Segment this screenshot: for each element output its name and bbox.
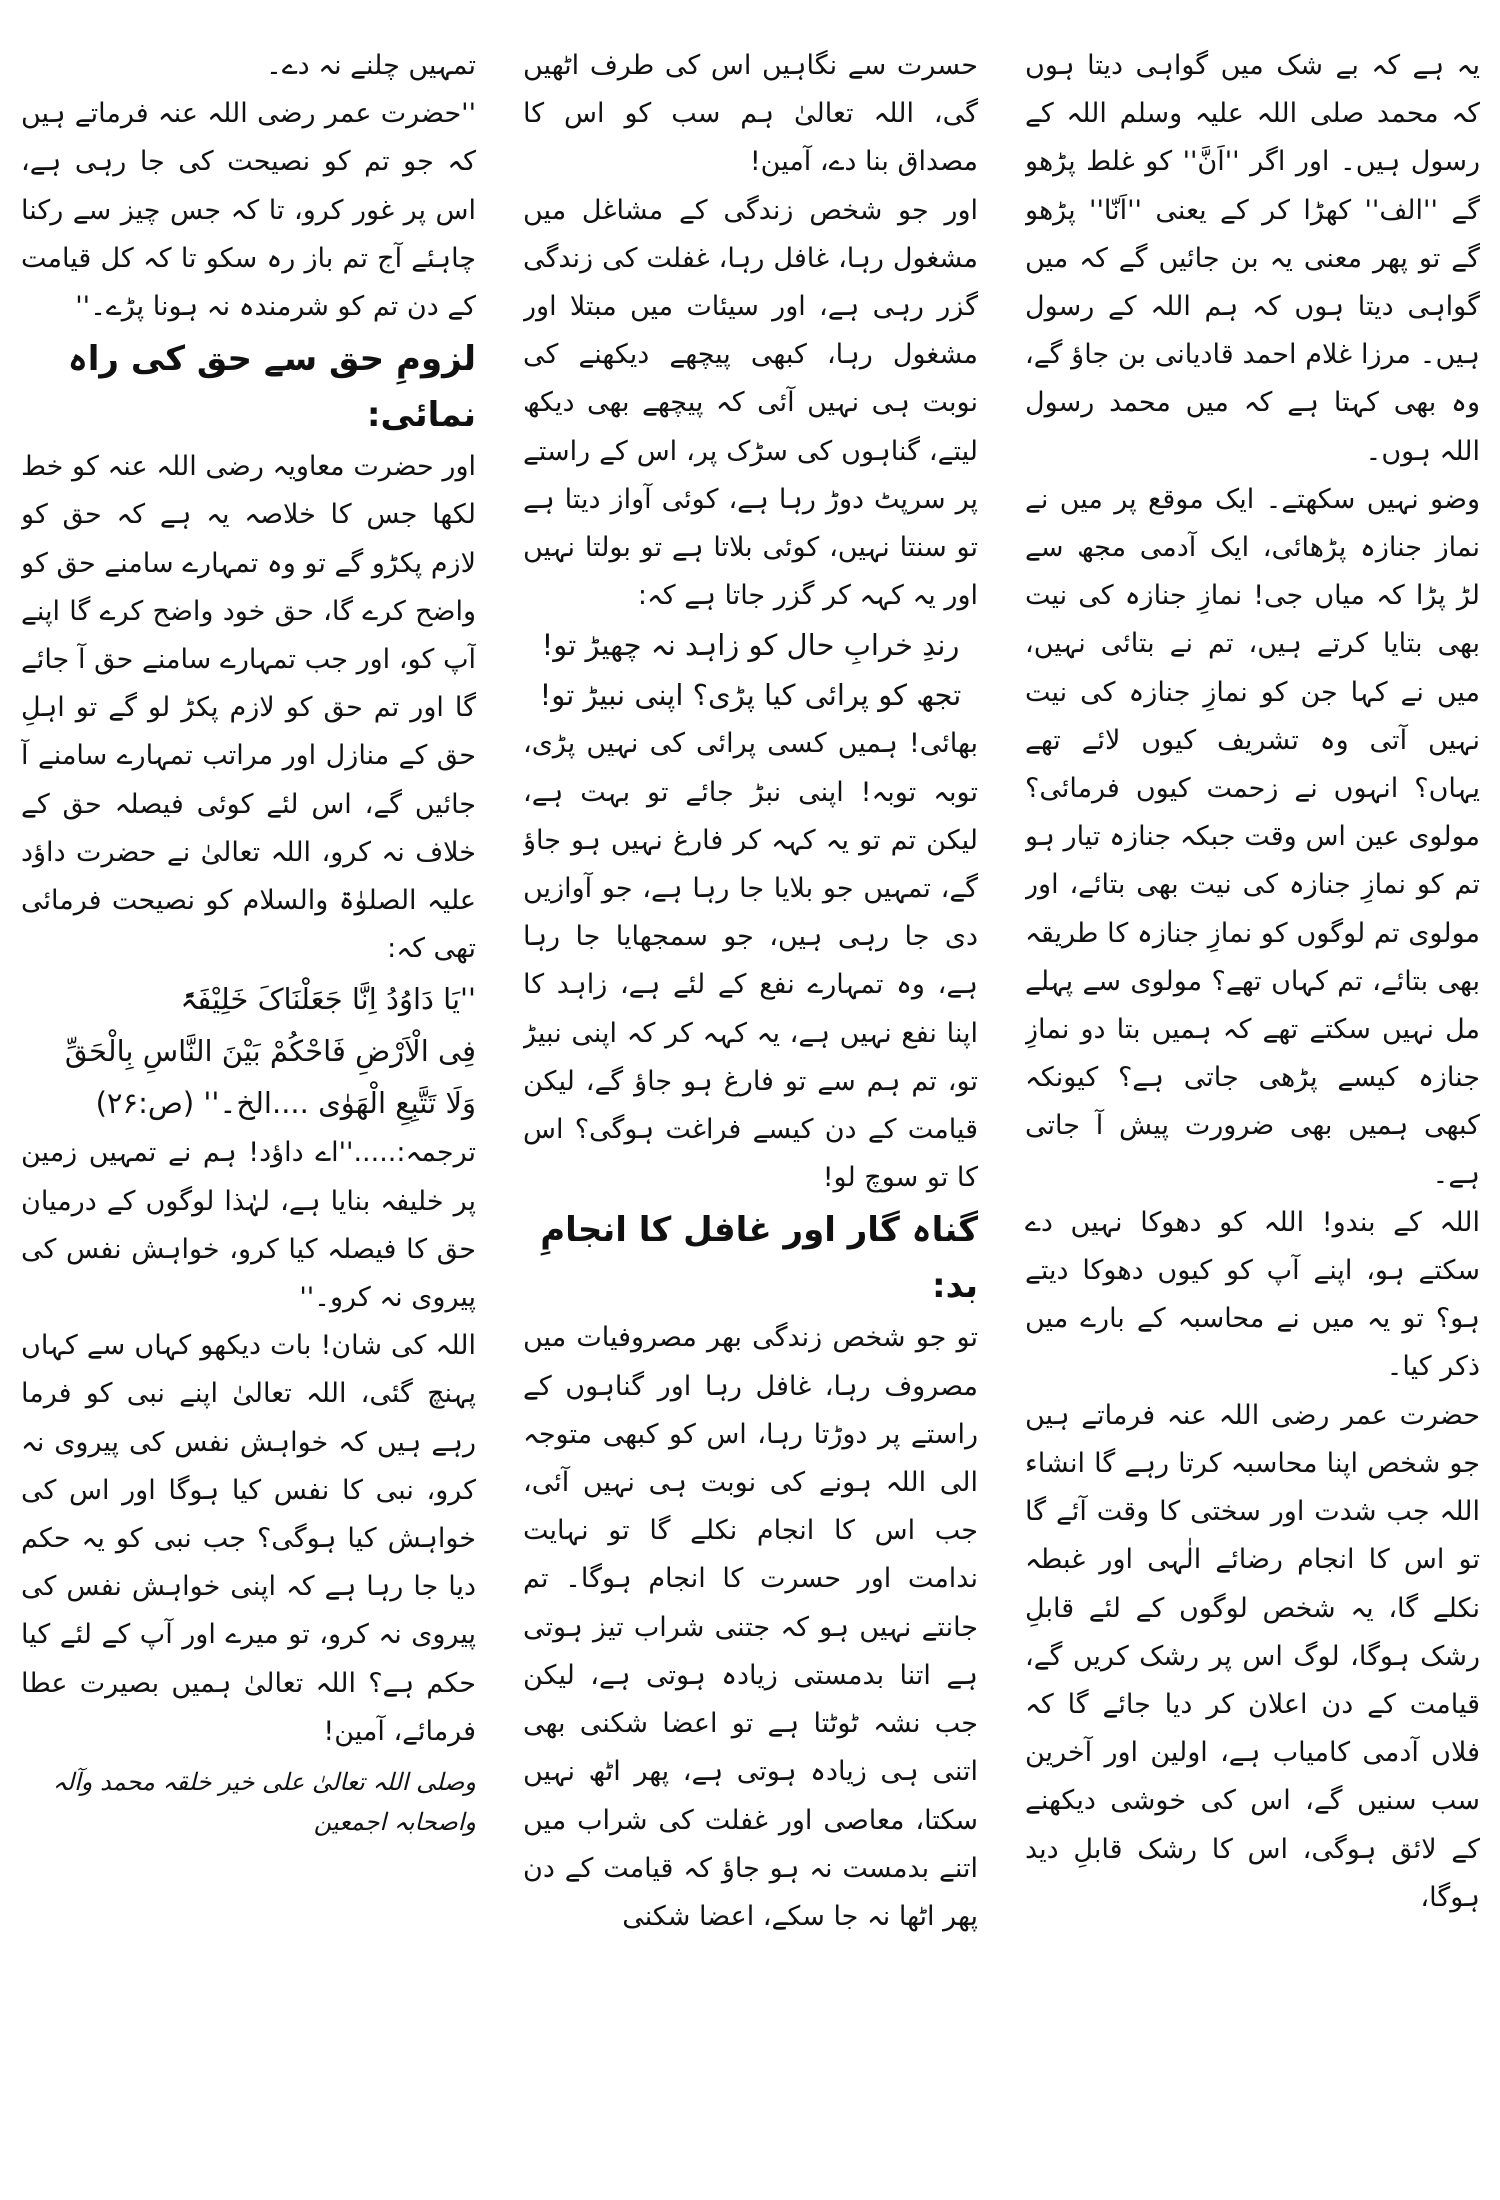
- paragraph: اور جو شخص زندگی کے مشاغل میں مشغول رہا، غافل رہا، غفلت کی زندگی گزر رہی ہے، اور سیئات میں مبتلا اور مشغول رہا، کبھی پیچھے دیکھنے کی نوبت ہی نہیں آئی کہ پیچھے بھی دیکھ لیتے، گناہوں کی سڑک پر، اس کے راستے پر سرپٹ دوڑ رہا ہے، کوئی آواز دیتا ہے تو سنتا نہیں، کوئی بلاتا ہے تو بولتا نہیں اور یہ کہہ کر گزر جاتا ہے کہ:: [523, 194, 978, 612]
- paragraph: اور حضرت معاویہ رضی اللہ عنہ کو خط لکھا جس کا خلاصہ یہ ہے کہ حق کو لازم پکڑو گے تو وہ تمہارے سامنے حق کو واضح کرے گا، حق خود واضح کرے گا اپنے آپ کو، اور جب تمہارے سامنے حق آ جائے گا اور تم حق کو لازم پکڑ لو گے تو اہلِ حق کے منازل اور مراتب تمہارے سامنے آ جائیں گے، اس لئے کوئی فیصلہ حق کے خلاف نہ کرو، اللہ تعالیٰ نے حضرت داؤد علیہ الصلوٰۃ والسلام کو نصیحت فرمائی تھی کہ:: [21, 451, 476, 965]
- paragraph: بھائی! ہمیں کسی پرائی کی نہیں پڑی، توبہ توبہ! اپنی نبڑ جائے تو بہت ہے، لیکن تم تو یہ کہہ کر فارغ نہیں ہو جاؤ گے، تمہیں جو بلایا جا رہا ہے، جو آوازیں دی جا رہی ہیں، جو سمجھایا جا رہا ہے، وہ تمہارے نفع کے لئے ہے، زاہد کا اپنا نفع نہیں ہے، یہ کہہ کر کہ اپنی نبیڑ تو، تم ہم سے تو فارغ ہو جاؤ گے، لیکن قیامت کے دن کیسے فراغت ہوگی؟ اس کا تو سوچ لو!: [523, 728, 978, 1194]
- paragraph: یہ ہے کہ بے شک میں گواہی دیتا ہوں کہ محمد صلی اللہ علیہ وسلم اللہ کے رسول ہیں۔ اور اگر ''اَنَّ'' کو غلط پڑھو گے ''الف'' کھڑا کر کے یعنی ''اَنّا'' پڑھو گے تو پھر معنی یہ بن جائیں گے کہ میں گواہی دیتا ہوں کہ ہم اللہ کے رسول ہیں۔ مرزا غلام احمد قادیانی بن جاؤ گے، وہ بھی کہتا ہے کہ میں محمد رسول اللہ ہوں۔: [1025, 50, 1480, 467]
- column-middle: [523, 42, 978, 2182]
- poetry-verse: رندِ خرابِ حال کو زاہد نہ چھیڑ تو!: [541, 628, 960, 663]
- paragraph: تو جو شخص زندگی بھر مصروفیات میں مصروف رہا، غافل رہا اور گناہوں کے راستے پر دوڑتا رہا، اس کو کبھی متوجہ الی اللہ ہونے کی نوبت ہی نہیں آئی، جب اس کا انجام نکلے گا تو نہایت ندامت اور حسرت کا انجام ہوگا۔ تم جانتے نہیں ہو کہ جتنی شراب تیز ہوتی ہے اتنا بدمستی زیادہ ہوتی ہے، لیکن جب نشہ ٹوٹتا ہے تو اعضا شکنی بھی اتنی ہی زیادہ ہوتی ہے، پھر اٹھ نہیں سکتا، معاصی اور غفلت کی شراب میں اتنے بدمست نہ ہو جاؤ کہ قیامت کے دن پھر اٹھا نہ جا سکے، اعضا شکنی: [523, 1322, 978, 1932]
- column-left: [21, 42, 476, 2182]
- closing-benediction: وصلی اللہ تعالیٰ علی خیر خلقہ محمد وآلہ واصحابہ اجمعین: [52, 1768, 476, 1837]
- paragraph: حسرت سے نگاہیں اس کی طرف اٹھیں گی، اللہ تعالیٰ ہم سب کو اس کا مصداق بنا دے، آمین!: [523, 50, 978, 178]
- paragraph: حضرت عمر رضی اللہ عنہ فرماتے ہیں جو شخص اپنا محاسبہ کرتا رہے گا انشاء اللہ جب شدت اور سختی کا وقت آئے گا تو اس کا انجام رضائے الٰہی اور غبطہ نکلے گا، یہ شخص لوگوں کے لئے قابلِ رشک ہوگا، لوگ اس پر رشک کریں گے، قیامت کے دن اعلان کر دیا جائے گا کہ فلاں آدمی کامیاب ہے، اولین اور آخرین سب سنیں گے، اس کی خوشی دیکھنے کے لائق ہوگی، اس کا رشک قابلِ دید ہوگا،: [1025, 1399, 1480, 1913]
- quran-verse-line: ''یَا دَاوُدُ اِنَّا جَعَلْنَاکَ خَلِیْفَۃً: [180, 982, 476, 1017]
- section-heading: گناہ گار اور غافل کا انجامِ بد:: [540, 1210, 978, 1307]
- poetry-verse: تجھ کو پرائی کیا پڑی؟ اپنی نبیڑ تو!: [539, 678, 962, 713]
- quran-verse-line: فِی الْاَرْضِ فَاحْکُمْ بَیْنَ النَّاسِ بِالْحَقِّ: [64, 1034, 476, 1069]
- paragraph: اللہ کی شان! بات دیکھو کہاں سے کہاں پہنچ گئی، اللہ تعالیٰ اپنے نبی کو فرما رہے ہیں کہ خواہش نفس کی پیروی نہ کرو، نبی کا نفس کیا ہوگا اور اس کی خواہش کیا ہوگی؟ جب نبی کو یہ حکم دیا جا رہا ہے کہ اپنی خواہش نفس کی پیروی نہ کرو، تو میرے اور آپ کے لئے کیا حکم ہے؟ اللہ تعالیٰ ہمیں بصیرت عطا فرمائے، آمین!: [21, 1330, 476, 1747]
- paragraph: اللہ کے بندو! اللہ کو دھوکا نہیں دے سکتے ہو، اپنے آپ کو کیوں دھوکا دیتے ہو؟ تو یہ میں نے محاسبہ کے بارے میں ذکر کیا۔: [1025, 1206, 1480, 1383]
- section-heading: لزومِ حق سے حق کی راہ نمائی:: [67, 339, 476, 436]
- paragraph: وضو نہیں سکھتے۔ ایک موقع پر میں نے نماز جنازہ پڑھائی، ایک آدمی مجھ سے لڑ پڑا کہ میاں جی! نمازِ جنازہ کی نیت بھی بتایا کرتے ہیں، تم نے بتائی نہیں، میں نے کہا جن کو نمازِ جنازہ کی نیت نہیں آتی وہ تشریف کیوں لائے تھے یہاں؟ انہوں نے زحمت کیوں فرمائی؟ مولوی عین اس وقت جبکہ جنازہ تیار ہو تم کو نمازِ جنازہ کی نیت بھی بتائے، اور مولوی تم لوگوں کو نمازِ جنازہ کا طریقہ بھی بتائے، تم کہاں تھے؟ مولوی سے پہلے مل نہیں سکتے تھے کہ ہمیں بتا دو نمازِ جنازہ کیسے پڑھی جاتی ہے؟ کیونکہ کبھی ہمیں بھی ضرورت پیش آ جاتی ہے۔: [1025, 483, 1480, 1190]
- column-right: [1025, 42, 1480, 2182]
- quran-verse-line: وَلَا تَتَّبِعِ الْھَوٰی ....الخ۔'' (ص:۲۶): [95, 1086, 476, 1121]
- paragraph: تمہیں چلنے نہ دے۔: [266, 50, 476, 81]
- book-page: [20, 20, 1480, 2180]
- translation-paragraph: ترجمہ:.....''اے داؤد! ہم نے تمہیں زمین پر خلیفہ بنایا ہے، لہٰذا لوگوں کے درمیان حق کا فیصلہ کیا کرو، خواہش نفس کی پیروی نہ کرو۔'': [21, 1137, 476, 1314]
- paragraph: ''حضرت عمر رضی اللہ عنہ فرماتے ہیں کہ جو تم کو نصیحت کی جا رہی ہے، اس پر غور کرو، تا کہ جس چیز سے رکنا چاہئے آج تم باز رہ سکو تا کہ کل قیامت کے دن تم کو شرمندہ نہ ہونا پڑے۔'': [21, 98, 476, 323]
